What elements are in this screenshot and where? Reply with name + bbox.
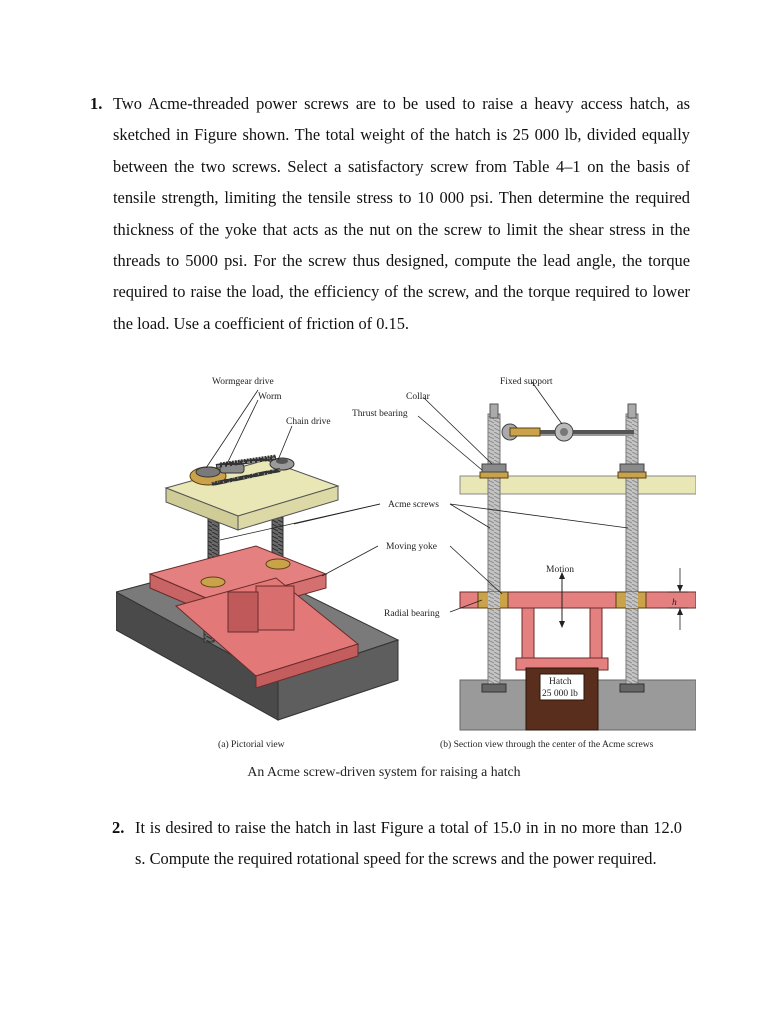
problem-number: 1.: [90, 94, 103, 113]
acme-screw-figure: [116, 368, 696, 752]
problem-text: Two Acme-threaded power screws are to be used to raise a heavy access hatch, as sketched in Figure shown. The total weight of the hatch is 25 000 lb, divided equally between the two screws. Select a satisfactory screw from Table 4–1 on the basis of tensile strength, limiting the tensile stress to 10 000 psi. Then determine the required thickness of the yoke that acts as the nut on the screw to limit the shear stress in the threads to 5000 psi. For the screw thus designed, compute the lead angle, the torque required to raise the load, the efficiency of the screw, and the torque required to lower the load. Use a coefficient of friction of 0.15.: [113, 94, 690, 333]
pictorial-view: [116, 456, 398, 720]
label-fixed-support: Fixed support: [500, 377, 553, 387]
label-h: h: [672, 598, 677, 608]
thrust-bearing-left: [480, 472, 508, 478]
label-motion: Motion: [546, 565, 574, 575]
label-chain-drive: Chain drive: [286, 417, 331, 427]
figure-caption: An Acme screw-driven system for raising a hatch: [247, 764, 521, 779]
label-acme-screws: Acme screws: [388, 500, 439, 510]
thrust-bearing-right: [618, 472, 646, 478]
problem-1: [90, 88, 690, 339]
label-thrust-bearing: Thrust bearing: [352, 409, 408, 419]
label-wormgear-drive: Wormgear drive: [212, 377, 274, 387]
label-collar: Collar: [406, 392, 430, 402]
problem-text: It is desired to raise the hatch in last Figure a total of 15.0 in in no more than 12.0 s. Compute the required rotational speed for the screws and the power required.: [135, 818, 682, 869]
label-moving-yoke: Moving yoke: [386, 542, 437, 552]
subcaption-a: (a) Pictorial view: [218, 739, 285, 750]
subcaption-b: (b) Section view through the center of the Acme screws: [440, 739, 654, 750]
figure: [116, 368, 696, 752]
label-radial-bearing: Radial bearing: [384, 609, 440, 619]
label-hatch: Hatch: [549, 677, 572, 687]
problem-number: 2.: [112, 818, 125, 837]
acme-screw-right: [626, 414, 638, 692]
label-worm: Worm: [258, 392, 282, 402]
section-view: [460, 404, 696, 730]
problem-2: [112, 812, 682, 875]
acme-screw-left: [488, 414, 500, 692]
label-hatch-weight: 25 000 lb: [542, 689, 578, 699]
